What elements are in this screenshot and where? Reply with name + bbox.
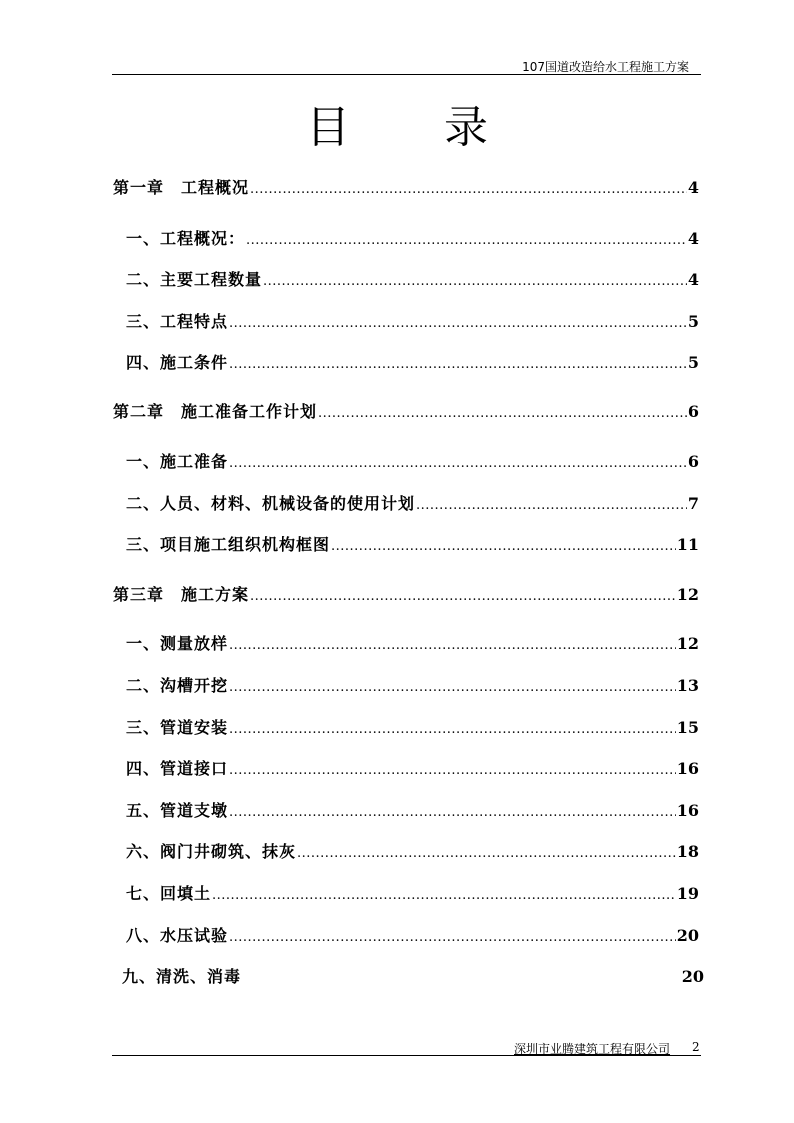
toc-page: 11 [676, 535, 699, 554]
footer-rule [112, 1055, 701, 1056]
toc-leader [297, 844, 676, 864]
toc-label: 二、人员、材料、机械设备的使用计划 [126, 494, 416, 513]
toc-entry[interactable] [113, 178, 699, 200]
toc-label: 一、测量放样 [126, 634, 229, 653]
toc-leader [250, 180, 687, 200]
toc-page: 12 [676, 634, 699, 653]
toc-label: 一、施工准备 [126, 452, 229, 471]
toc-page: 5 [687, 353, 699, 372]
toc-page: 13 [676, 676, 699, 695]
toc-page: 6 [687, 402, 699, 421]
toc-label: 七、回填土 [126, 884, 212, 903]
toc-label: 三、项目施工组织机构框图 [126, 535, 331, 554]
toc-leader [416, 496, 687, 516]
toc-page: 18 [676, 842, 699, 861]
toc-entry[interactable] [122, 967, 704, 987]
toc-label: 二、沟槽开挖 [126, 676, 229, 695]
toc-entry[interactable] [126, 535, 699, 557]
toc-label: 八、水压试验 [126, 926, 229, 945]
toc-page: 19 [676, 884, 699, 903]
toc-label: 第三章 施工方案 [113, 585, 250, 604]
toc-entry[interactable] [126, 926, 699, 948]
toc-leader [331, 537, 676, 557]
toc-leader [229, 355, 687, 375]
toc-leader [229, 454, 687, 474]
toc-label: 二、主要工程数量 [126, 270, 263, 289]
toc-entry[interactable] [126, 759, 699, 781]
toc-page: 7 [687, 494, 699, 513]
toc-page: 16 [676, 801, 699, 820]
toc-leader [229, 803, 676, 823]
toc-leader [229, 928, 676, 948]
toc-entry[interactable] [126, 801, 699, 823]
toc-leader [212, 886, 676, 906]
toc-leader [229, 720, 676, 740]
toc-leader [229, 314, 687, 334]
toc-leader [229, 761, 676, 781]
toc-label: 三、管道安装 [126, 718, 229, 737]
toc-label: 四、管道接口 [126, 759, 229, 778]
header-rule [112, 74, 701, 75]
toc-page: 4 [687, 229, 699, 248]
toc-leader [263, 272, 687, 292]
toc-leader [229, 678, 676, 698]
toc-page: 6 [687, 452, 699, 471]
toc-page: 5 [687, 312, 699, 331]
toc-leader [250, 587, 676, 607]
toc-entry[interactable] [126, 634, 699, 656]
toc-entry[interactable] [126, 229, 699, 251]
toc-label: 一、工程概况： [126, 229, 246, 248]
toc-label: 第一章 工程概况 [113, 178, 250, 197]
toc-entry[interactable] [126, 884, 699, 906]
toc-entry[interactable] [126, 494, 699, 516]
toc-page: 20 [676, 926, 699, 945]
toc-label: 九、清洗、消毒 [122, 967, 242, 986]
footer-page-number: 2 [692, 1040, 700, 1054]
toc-entry[interactable] [126, 452, 699, 474]
toc-entry[interactable] [113, 585, 699, 607]
footer-company: 深圳市业腾建筑工程有限公司 [514, 1042, 671, 1056]
toc-entry[interactable] [126, 270, 699, 292]
toc-label: 六、阀门井砌筑、抹灰 [126, 842, 297, 861]
toc-entry[interactable] [113, 402, 699, 424]
toc-leader [229, 636, 676, 656]
toc-leader [318, 404, 687, 424]
toc-page: 12 [676, 585, 699, 604]
toc-entry[interactable] [126, 312, 699, 334]
toc-page: 16 [676, 759, 699, 778]
toc-entry[interactable] [126, 353, 699, 375]
toc-label: 第二章 施工准备工作计划 [113, 402, 318, 421]
toc-label: 四、施工条件 [126, 353, 229, 372]
toc-page: 20 [681, 967, 704, 986]
page-title: 目 录 [306, 102, 528, 153]
toc-entry[interactable] [126, 676, 699, 698]
running-header: 107国道改造给水工程施工方案 [522, 60, 689, 74]
toc-page: 4 [687, 178, 699, 197]
toc-page: 4 [687, 270, 699, 289]
toc-leader [246, 231, 687, 251]
toc-label: 三、工程特点 [126, 312, 229, 331]
toc-entry[interactable] [126, 718, 699, 740]
toc-page: 15 [676, 718, 699, 737]
toc-entry[interactable] [126, 842, 699, 864]
toc-label: 五、管道支墩 [126, 801, 229, 820]
